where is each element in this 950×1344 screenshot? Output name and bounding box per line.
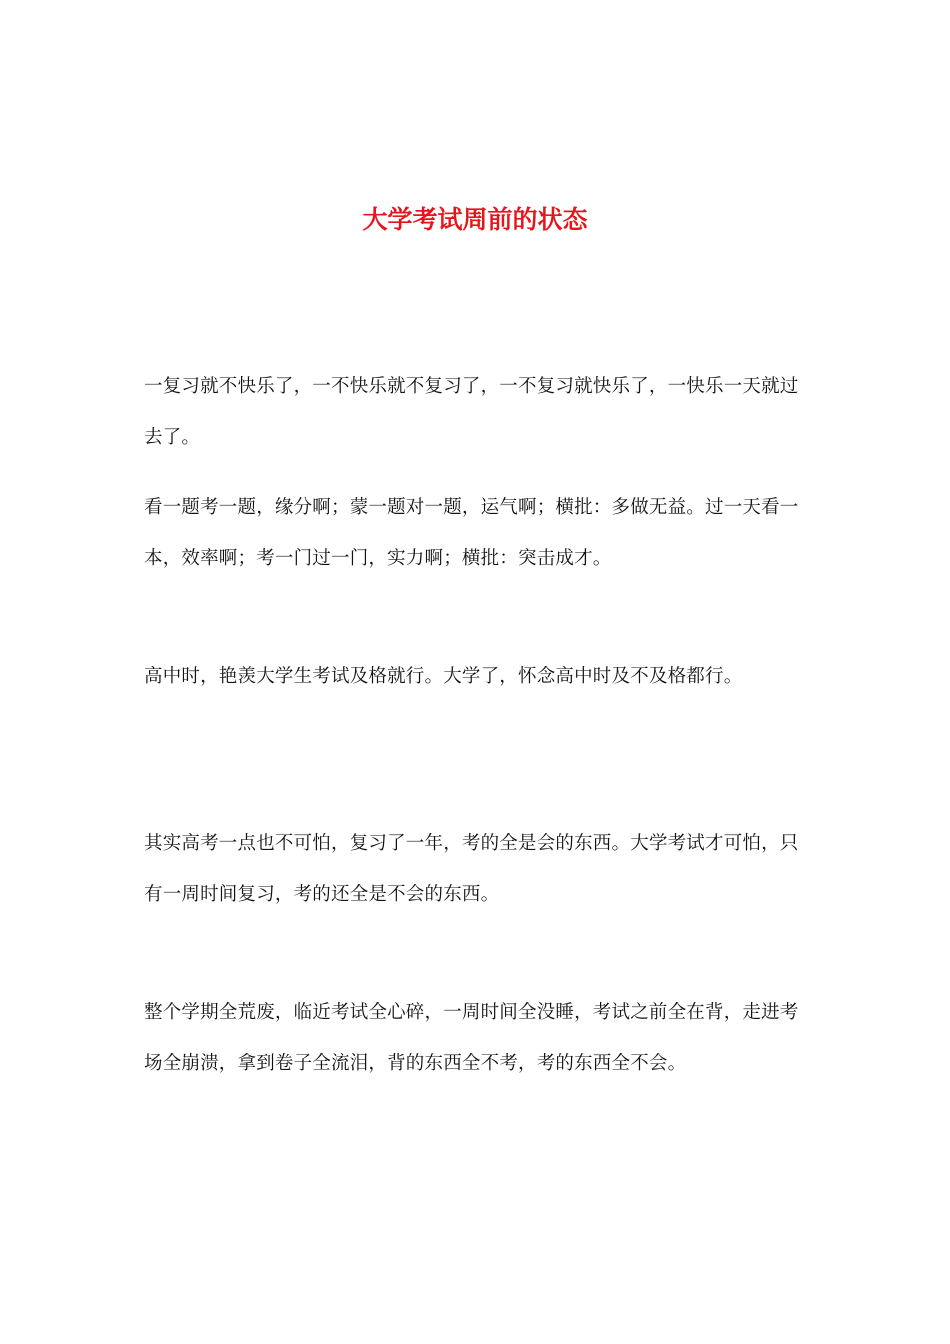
paragraph-4: 其实高考一点也不可怕，复习了一年，考的全是会的东西。大学考试才可怕，只有一周时间复习，考的还全是不会的东西。 <box>144 833 799 905</box>
paragraph-2: 看一题考一题，缘分啊；蒙一题对一题，运气啊；横批：多做无益。过一天看一本，效率啊；考一门过一门，实力啊；横批：突击成才。 <box>144 497 799 569</box>
paragraph-3: 高中时，艳羡大学生考试及格就行。大学了，怀念高中时及不及格都行。 <box>144 666 743 687</box>
document-title: 大学考试周前的状态 <box>362 205 588 234</box>
paragraph-1: 一复习就不快乐了，一不快乐就不复习了，一不复习就快乐了，一快乐一天就过去了。 <box>144 376 799 448</box>
paragraph-5: 整个学期全荒废，临近考试全心碎，一周时间全没睡，考试之前全在背，走进考场全崩溃，拿到卷子全流泪，背的东西全不考，考的东西全不会。 <box>144 1002 799 1074</box>
